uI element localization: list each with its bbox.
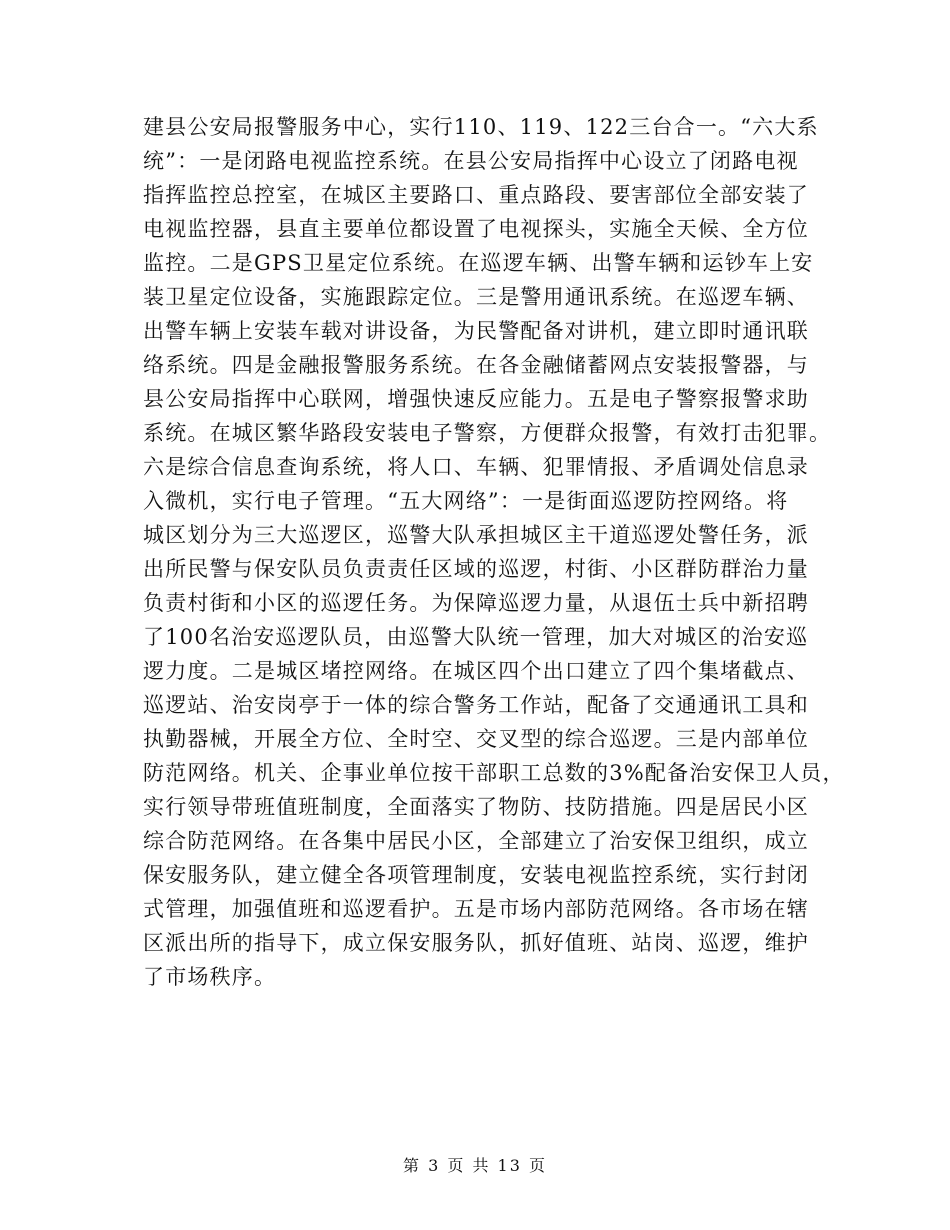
text-line: 防范网络。机关、企事业单位按干部职工总数的3%配备治安保卫人员，: [143, 761, 845, 785]
text-line: 建县公安局报警服务中心，实行110、119、122三台合一。“六大系: [143, 115, 819, 139]
text-line: 电视监控器，县直主要单位都设置了电视探头，实施全天候、全方位: [143, 217, 809, 241]
text-line: 出所民警与保安队员负责责任区域的巡逻，村街、小区群防群治力量: [143, 557, 809, 581]
text-line: 保安服务队，建立健全各项管理制度，安装电视监控系统，实行封闭: [143, 863, 809, 887]
text-line: 监控。二是GPS卫星定位系统。在巡逻车辆、出警车辆和运钞车上安: [143, 251, 814, 275]
text-line: 执勤器械，开展全方位、全时空、交叉型的综合巡逻。三是内部单位: [143, 727, 809, 751]
text-line: 指挥监控总控室，在城区主要路口、重点路段、要害部位全部安装了: [143, 183, 809, 207]
text-line: 了100名治安巡逻队员，由巡警大队统一管理，加大对城区的治安巡: [143, 625, 809, 649]
text-line: 统”：一是闭路电视监控系统。在县公安局指挥中心设立了闭路电视: [143, 149, 799, 173]
text-line: 综合防范网络。在各集中居民小区，全部建立了治安保卫组织，成立: [143, 829, 809, 853]
text-line: 式管理，加强值班和巡逻看护。五是市场内部防范网络。各市场在辖: [143, 897, 809, 921]
text-line: 负责村街和小区的巡逻任务。为保障巡逻力量，从退伍士兵中新招聘: [143, 591, 809, 615]
text-line: 络系统。四是金融报警服务系统。在各金融储蓄网点安装报警器，与: [143, 353, 809, 377]
text-line: 实行领导带班值班制度，全面落实了物防、技防措施。四是居民小区: [143, 795, 809, 819]
text-line: 出警车辆上安装车载对讲设备，为民警配备对讲机，建立即时通讯联: [143, 319, 809, 343]
text-line: 了市场秩序。: [143, 965, 277, 989]
text-line: 装卫星定位设备，实施跟踪定位。三是警用通讯系统。在巡逻车辆、: [143, 285, 809, 309]
text-line: 县公安局指挥中心联网，增强快速反应能力。五是电子警察报警求助: [143, 387, 809, 411]
text-line: 六是综合信息查询系统，将人口、车辆、犯罪情报、矛盾调处信息录: [143, 455, 809, 479]
text-line: 巡逻站、治安岗亭于一体的综合警务工作站，配备了交通通讯工具和: [143, 693, 809, 717]
text-line: 逻力度。二是城区堵控网络。在城区四个出口建立了四个集堵截点、: [143, 659, 809, 683]
body-paragraph: [143, 110, 845, 994]
text-line: 城区划分为三大巡逻区，巡警大队承担城区主干道巡逻处警任务，派: [143, 523, 809, 547]
text-line: 区派出所的指导下，成立保安服务队，抓好值班、站岗、巡逻，维护: [143, 931, 809, 955]
text-line: 入微机，实行电子管理。“五大网络”：一是街面巡逻防控网络。将: [143, 489, 789, 513]
text-line: 系统。在城区繁华路段安装电子警察，方便群众报警，有效打击犯罪。: [143, 421, 832, 445]
page-number-footer: 第 3 页 共 13 页: [403, 1156, 547, 1175]
